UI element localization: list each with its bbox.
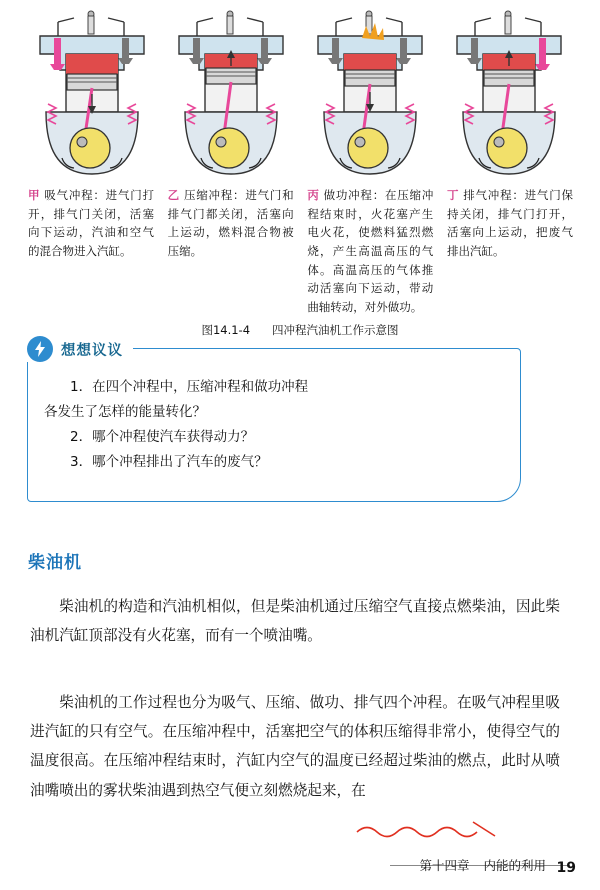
discussion-question-1a: 1．在四个冲程中，压缩冲程和做功冲程 [70, 379, 309, 395]
figure-caption-text: 四冲程汽油机工作示意图 [272, 323, 399, 337]
annotation-squiggle [355, 818, 505, 840]
caption-label-jia: 甲 [28, 188, 41, 202]
caption-label-yi: 乙 [167, 188, 180, 202]
caption-exhaust [447, 186, 573, 316]
caption-text-yi: 压缩冲程：进气门和排气门都关闭，活塞向上运动，燃料混合物被压缩。 [167, 188, 294, 258]
caption-text-jia: 吸气冲程：进气门打开，排气门关闭，活塞向下运动，汽油和空气的混合物进入汽缸。 [28, 188, 155, 258]
figure-captions [28, 186, 573, 316]
caption-intake [28, 186, 154, 316]
footer-chapter: 第十四章 [419, 858, 470, 873]
caption-power [307, 186, 433, 316]
footer-chapter-info [419, 856, 546, 874]
discussion-question-3: 3．哪个冲程排出了汽车的废气？ [70, 453, 268, 470]
engine-diagram-power [306, 8, 434, 186]
discussion-questions [28, 349, 520, 475]
caption-text-bing: 做功冲程：在压缩冲程结束时，火花塞产生电火花，使燃料猛烈燃烧，产生高温高压的气体。高温高压的气体推动活塞向下运动，带动曲轴转动，对外做功。 [307, 188, 434, 314]
discussion-question-1b: 各发生了怎样的能量转化？ [44, 403, 206, 420]
engine-figure-strip [28, 8, 573, 186]
engine-diagram-exhaust [445, 8, 573, 186]
footer-section-name: 内能的利用 [483, 858, 546, 873]
paragraph-diesel-structure: 柴油机的构造和汽油机相似，但是柴油机通过压缩空气直接点燃柴油，因此柴油机汽缸顶部没有火花塞，而有一个喷油嘴。 [30, 598, 560, 645]
discussion-box [27, 342, 521, 502]
page-footer [0, 854, 600, 876]
caption-label-bing: 丙 [307, 188, 320, 202]
caption-compression [168, 186, 294, 316]
discussion-title: 想想议议 [61, 342, 123, 359]
page-number: 19 [556, 860, 576, 876]
lightning-icon [27, 336, 53, 362]
engine-diagram-intake [28, 8, 156, 186]
paragraph-diesel-cycle: 柴油机的工作过程也分为吸气、压缩、做功、排气四个冲程。在吸气冲程里吸进汽缸的只有空气。在压缩冲程中，活塞把空气的体积压缩得非常小，使得空气的温度很高。在压缩冲程结束时，汽缸内空气的温度已经超过柴油的燃点，此时从喷油嘴喷出的雾状柴油遇到热空气便立刻燃烧起来，在 [30, 694, 560, 799]
figure-number: 图14.1-4 [201, 323, 251, 337]
caption-label-ding: 丁 [446, 188, 460, 202]
discussion-question-2: 2．哪个冲程使汽车获得动力？ [70, 428, 255, 445]
discussion-header [27, 336, 133, 362]
section-title: 柴油机 [28, 553, 82, 573]
caption-text-ding: 排气冲程：进气门保持关闭，排气门打开，活塞向上运动，把废气排出汽缸。 [446, 188, 573, 258]
engine-diagram-compression [167, 8, 295, 186]
